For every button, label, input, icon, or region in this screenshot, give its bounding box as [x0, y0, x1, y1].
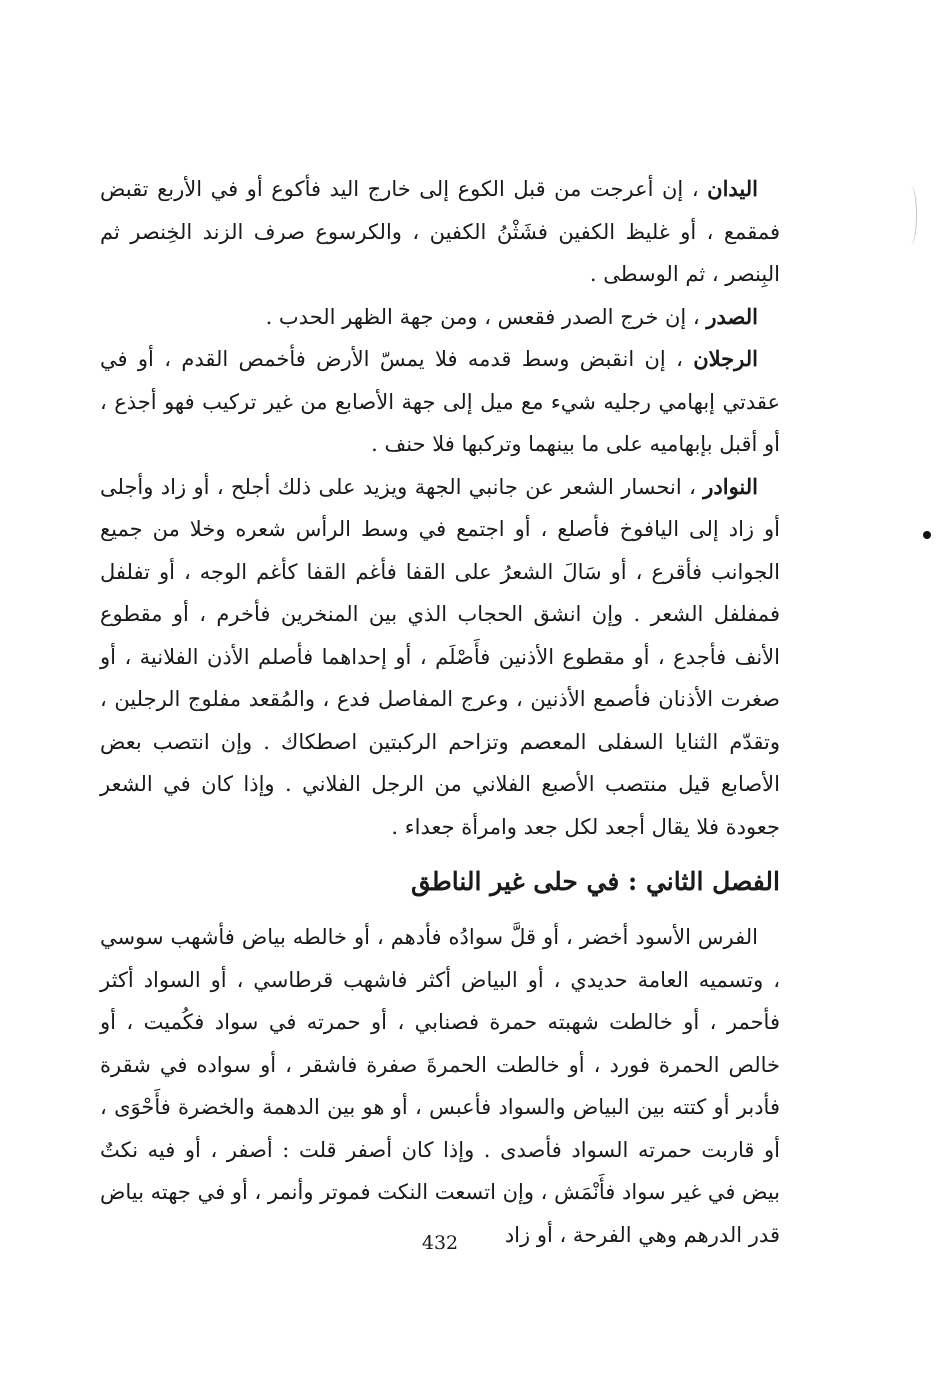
- paragraph-hands: [100, 168, 780, 296]
- page-number: 432: [421, 1232, 459, 1254]
- paragraph-legs: [100, 338, 780, 466]
- paragraph-rarities: [100, 466, 780, 849]
- term-rarities: النوادر: [703, 473, 758, 499]
- paragraph-chest: [100, 296, 780, 339]
- paragraph-text: ، إن خرج الصدر فقعس ، ومن جهة الظهر الحدب .: [265, 304, 707, 329]
- section-body: الفرس الأسود أخضر ، أو قلَّ سوادُه فأدهم ، أو خالطه بياض فأشهب سوسي ، وتسميه العامة حديدي ، أو البياض أكثر فاشهب قرطاسي ، أو السواد أكثر فأحمر ، أو خالطت شهبته حمرة فصنابي ، أو حمرته في سواد فكُميت ، أو خالص الحمرة فورد ، أو خالطت الحمرةَ صفرة فاشقر ، أو سواده في شقرة فأدبر أو كتته بين البياض والسواد فأعبس ، أو هو بين الدهمة والخضرة فأَحْوَى ، أو قاربت حمرته السواد فأصدى . وإذا كان أصفر قلت : أصفر ، أو فيه نكتٌ بيض في غير سواد فأَنْمَش ، وإن اتسعت النكت فموتر وأنمر ، أو في جهته بياض قدر الدرهم وهي الفرحة ، أو زاد: [100, 925, 781, 1247]
- paragraph-text: ، إن انقبض وسط قدمه فلا يمسّ الأرض فأخمص القدم ، أو في عقدتي إبهامي رجليه شيء مع ميل إلى جهة الأصابع من غير تركيب فهو أجذع ، أو أقبل بإبهاميه على ما بينهما وتركبها فلا حنف .: [100, 347, 780, 456]
- section-heading: الفصل الثاني : في حلى غير الناطق: [410, 867, 780, 896]
- paragraph-text: ، انحسار الشعر عن جانبي الجهة ويزيد على ذلك أجلح ، أو زاد وأجلى أو زاد إلى اليافوخ فأصلع ، أو اجتمع في وسط الرأس شعره وخلا من جميع الجوانب فأقرع ، أو سَالَ الشعرُ على القفا فأغم القفا كأغم الوجه ، أو تفلفل فمفلفل الشعر . وإن انشق الحجاب الذي بين المنخرين فأخرم ، أو مقطوع الأنف فأجدع ، أو مقطوع الأذنين فأَصْلَم ، أو إحداهما فأصلم الأذن الفلانية ، أو صغرت الأذنان فأصمع الأذنين ، وعرج المفاصل فدع ، والمُقعد مفلوج الرجلين ، وتقدّم الثنايا السفلى المعصم وتزاحم الركبتين اصطكاك . وإن انتصب بعض الأصابع قيل منتصب الأصبع الفلاني من الرجل الفلاني . وإذا كان في الشعر جعودة فلا يقال أجعد لكل جعد وامرأة جعداء .: [100, 474, 780, 839]
- margin-pencil-mark: [904, 185, 917, 245]
- term-hands: اليدان: [707, 176, 758, 201]
- term-chest: الصدر: [706, 303, 758, 329]
- term-legs: الرجلان: [693, 346, 758, 371]
- paragraph-text: ، إن أعرجت من قبل الكوع إلى خارج اليد فأكوع أو في الأربع تقبض فمقمع ، أو غليظ الكفين فشَثْنُ الكفين ، والكرسوع صرف الزند الخِنصر ثم البِنصر ، ثم الوسطى .: [100, 177, 780, 286]
- page-body: [100, 168, 780, 1256]
- margin-dot: [923, 531, 931, 539]
